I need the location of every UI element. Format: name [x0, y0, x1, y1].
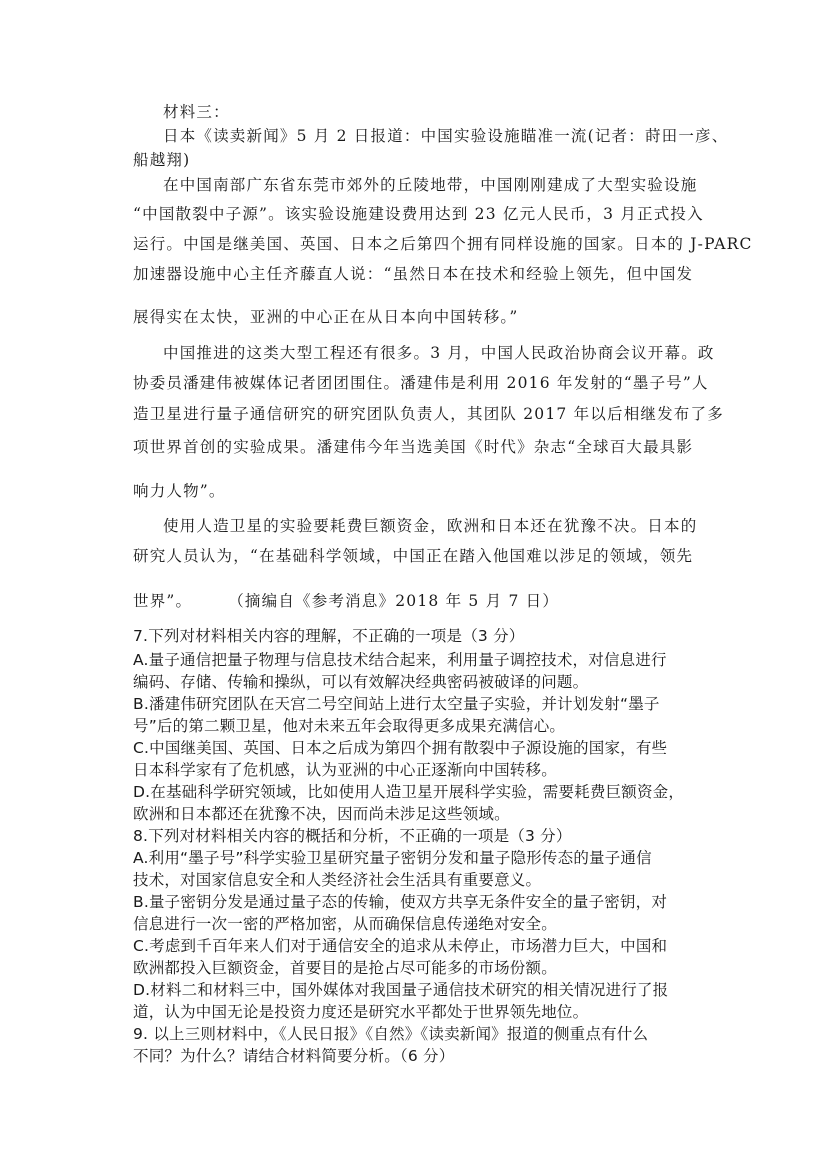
q7-option-a-line-2: 编码、存储、传输和操纵，可以有效解决经典密码被破译的问题。: [133, 673, 589, 691]
q8-stem: 8.下列对材料相关内容的概括和分析，不正确的一项是（3 分）: [133, 827, 572, 845]
q7-option-c-line-1: C.中国继美国、英国、日本之后成为第四个拥有散裂中子源设施的国家，有些: [133, 739, 668, 757]
q8-option-c-line-1: C.考虑到千百年来人们对于通信安全的追求从未停止，市场潜力巨大，中国和: [133, 937, 668, 955]
paragraph-3-line-2: 研究人员认为，“在基础科学领域，中国正在踏入他国难以涉足的领域，领先: [133, 547, 694, 565]
q7-option-d-line-2: 欧洲和日本都还在犹豫不决，因而尚未涉足这些领域。: [133, 805, 510, 823]
q7-option-b-line-1: B.潘建伟研究团队在天宫二号空间站上进行太空量子实验，并计划发射“墨子: [133, 695, 660, 713]
q7-stem: 7.下列对材料相关内容的理解，不正确的一项是（3 分）: [133, 627, 525, 645]
paragraph-1-line-2: “中国散裂中子源”。该实验设施建设费用达到 23 亿元人民币，3 月正式投入: [133, 205, 704, 223]
q8-option-a-line-1: A.利用“墨子号”科学实验卫星研究量子密钥分发和量子隐形传态的量子通信: [133, 849, 652, 867]
paragraph-3-line-1: 使用人造卫星的实验要耗费巨额资金，欧洲和日本还在犹豫不决。日本的: [163, 517, 698, 535]
paragraph-2-line-1: 中国推进的这类大型工程还有很多。3 月，中国人民政治协商会议开幕。政: [163, 344, 715, 362]
paragraph-2-line-3: 造卫星进行量子通信研究的研究团队负责人，其团队 2017 年以后相继发布了多: [133, 405, 724, 423]
paragraph-2-line-5: 响力人物”。: [133, 482, 226, 500]
paragraph-1-line-3: 运行。中国是继美国、英国、日本之后第四个拥有同样设施的国家。日本的 J-PARC: [133, 235, 753, 253]
q9-line-2: 不同？为什么？请结合材料简要分析。（6 分）: [133, 1047, 455, 1065]
q8-option-d-line-1: D.材料二和材料三中，国外媒体对我国量子通信技术研究的相关情况进行了报: [133, 981, 669, 999]
paragraph-2-line-2: 协委员潘建伟被媒体记者团团围住。潘建伟是利用 2016 年发射的“墨子号”人: [133, 374, 709, 392]
q8-option-a-line-2: 技术，对国家信息安全和人类经济社会生活具有重要意义。: [133, 871, 542, 889]
paragraph-1-line-1: 在中国南部广东省东莞市郊外的丘陵地带，中国刚刚建成了大型实验设施: [163, 176, 698, 194]
q7-option-c-line-2: 日本科学家有了危机感，认为亚洲的中心正逐渐向中国转移。: [133, 761, 557, 779]
byline-line-1: 日本《读卖新闻》5 月 2 日报道：中国实验设施瞄准一流(记者：莳田一彦、: [163, 127, 729, 145]
paragraph-3-line-3: [133, 591, 559, 611]
q7-option-a-line-1: A.量子通信把量子物理与信息技术结合起来，利用量子调控技术，对信息进行: [133, 651, 667, 669]
q8-option-b-line-2: 信息进行一次一密的严格加密，从而确保信息传递绝对安全。: [133, 915, 557, 933]
paragraph-3-text: 世界”。: [133, 592, 193, 610]
paragraph-1-line-5: 展得实在太快，亚洲的中心正在从日本向中国转移。”: [133, 308, 519, 326]
q7-option-b-line-2: 号”后的第二颗卫星，他对未来五年会取得更多成果充满信心。: [133, 717, 566, 735]
material-heading: 材料三：: [163, 103, 230, 121]
q8-option-c-line-2: 欧洲都投入巨额资金，首要目的是抢占尽可能多的市场份额。: [133, 959, 557, 977]
byline-line-2: 船越翔): [133, 151, 191, 169]
paragraph-2-line-4: 项世界首创的实验成果。潘建伟今年当选美国《时代》杂志“全球百大最具影: [133, 438, 694, 456]
q7-option-d-line-1: D.在基础科学研究领域，比如使用人造卫星开展科学实验，需要耗费巨额资金，: [133, 783, 685, 801]
q8-option-d-line-2: 道，认为中国无论是投资力度还是研究水平都处于世界领先地位。: [133, 1003, 589, 1021]
source-citation: （摘编自《参考消息》2018 年 5 月 7 日）: [228, 592, 560, 610]
q9-line-1: 9. 以上三则材料中，《人民日报》《自然》《读卖新闻》报道的侧重点有什么: [133, 1025, 649, 1043]
paragraph-1-line-4: 加速器设施中心主任齐藤直人说：“虽然日本在技术和经验上领先，但中国发: [133, 265, 694, 283]
q8-option-b-line-1: B.量子密钥分发是通过量子态的传输，使双方共享无条件安全的量子密钥，对: [133, 893, 668, 911]
